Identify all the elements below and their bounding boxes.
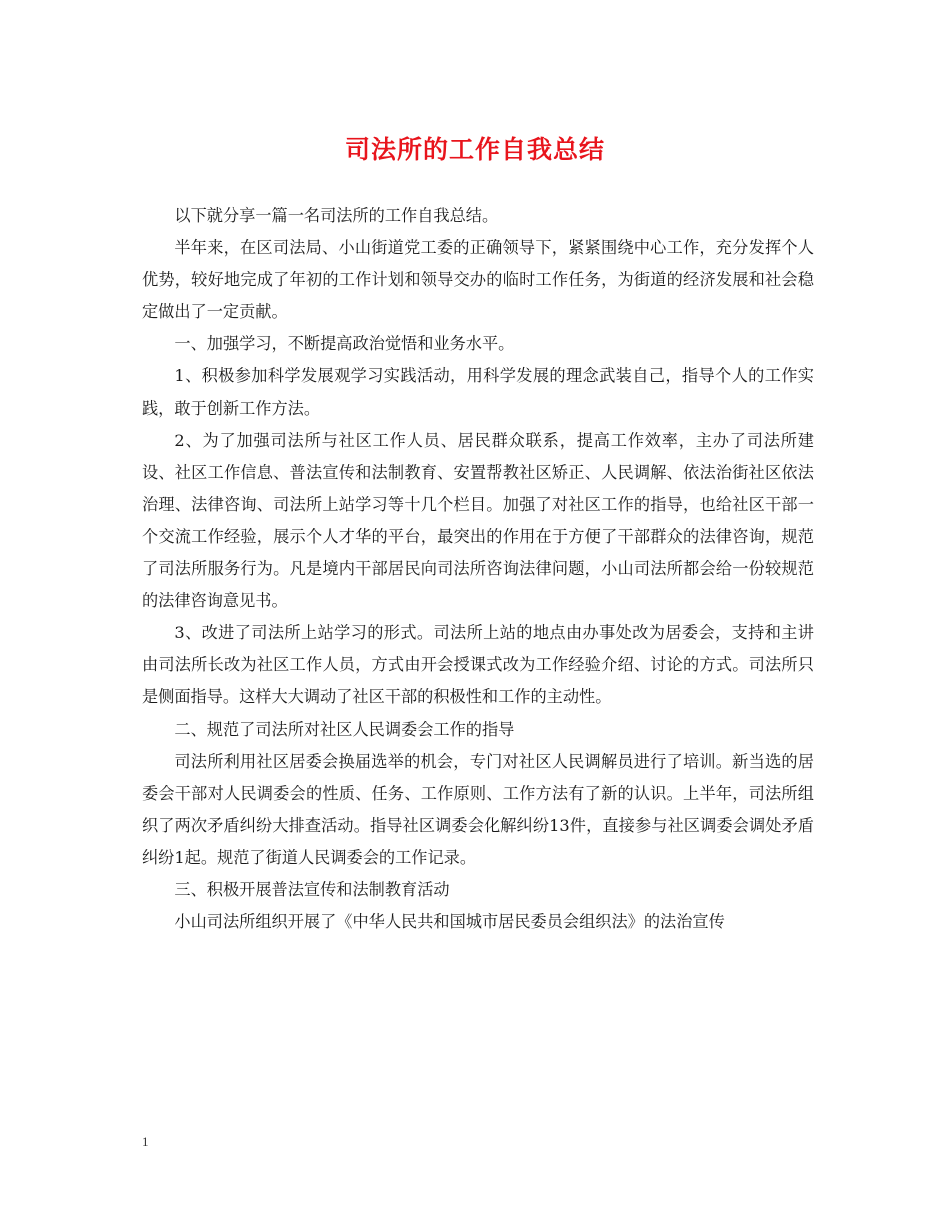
document-body (142, 200, 814, 938)
paragraph-item-1: 1、积极参加科学发展观学习实践活动，用科学发展的理念武装自己，指导个人的工作实践，敢于创新工作方法。 (142, 366, 814, 418)
document-title: 司法所的工作自我总结 (344, 135, 605, 164)
paragraph-intro: 以下就分享一篇一名司法所的工作自我总结。 (174, 206, 499, 225)
paragraph-item-2: 2、为了加强司法所与社区工作人员、居民群众联系，提高工作效率，主办了司法所建设、社区工作信息、普法宣传和法制教育、安置帮教社区矫正、人民调解、依法治街社区依法治理、法律咨询、司法所上站学习等十几个栏目。加强了对社区工作的指导，也给社区干部一个交流工作经验，展示个人才华的平台，最突出的作用在于方便了干部群众的法律咨询，规范了司法所服务行为。凡是境内干部居民向司法所咨询法律问题，小山司法所都会给一份较规范的法律咨询意见书。 (142, 430, 814, 611)
paragraph-publicity: 小山司法所组织开展了《中华人民共和国城市居民委员会组织法》的法治宣传 (174, 912, 725, 932)
paragraph-item-3: 3、改进了司法所上站学习的形式。司法所上站的地点由办事处改为居委会，支持和主讲由司法所长改为社区工作人员，方式由开会授课式改为工作经验介绍、讨论的方式。司法所只是侧面指导。这样大大调动了社区干部的积极性和工作的主动性。 (142, 623, 814, 707)
section-heading-3: 三、积极开展普法宣传和法制教育活动 (174, 879, 450, 899)
paragraph-overview: 半年来，在区司法局、小山街道党工委的正确领导下，紧紧围绕中心工作，充分发挥个人优势，较好地完成了年初的工作计划和领导交办的临时工作任务，为街道的经济发展和社会稳定做出了一定贡献。 (142, 238, 814, 322)
paragraph-mediation: 司法所利用社区居委会换届选举的机会，专门对社区人民调解员进行了培训。新当选的居委会干部对人民调委会的性质、任务、工作原则、工作方法有了新的认识。上半年，司法所组织了两次矛盾纠纷大排查活动。指导社区调委会化解纠纷13件，直接参与社区调委会调处矛盾纠纷1起。规范了街道人民调委会的工作记录。 (142, 751, 814, 867)
section-heading-1: 一、加强学习，不断提高政治觉悟和业务水平。 (174, 334, 515, 354)
section-heading-2: 二、规范了司法所对社区人民调委会工作的指导 (174, 719, 515, 739)
page-number: 1 (142, 1134, 149, 1149)
